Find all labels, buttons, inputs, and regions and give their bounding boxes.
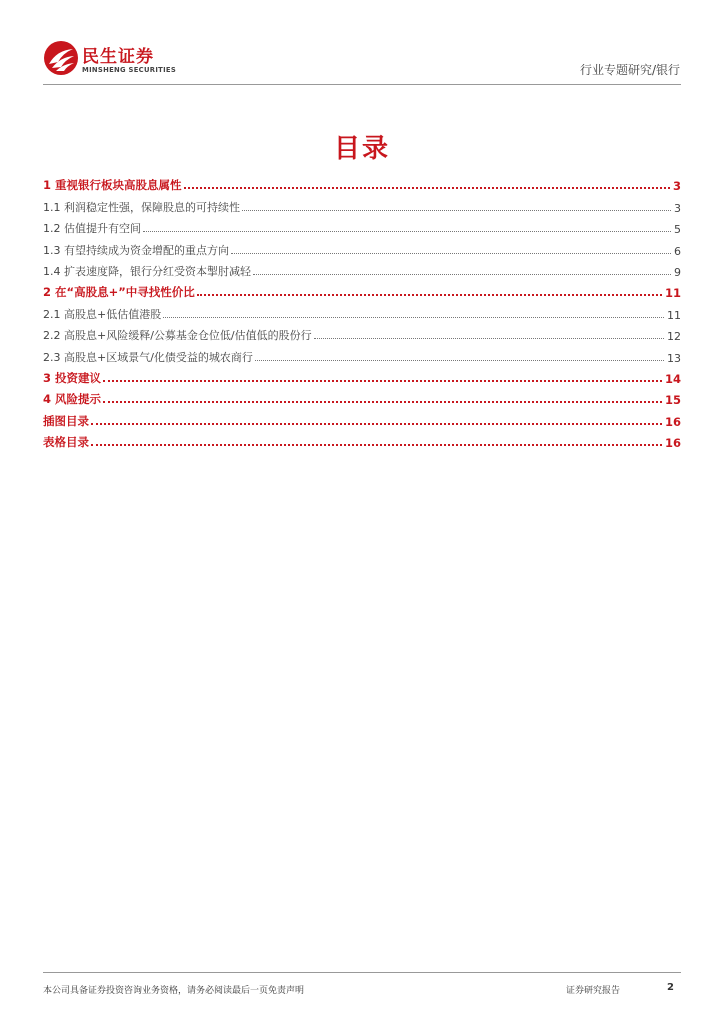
footer-disclaimer: 本公司具备证券投资咨询业务资格，请务必阅读最后一页免责声明 <box>43 986 305 996</box>
toc-entry-page: 15 <box>664 393 681 408</box>
toc-entry-page: 6 <box>674 244 681 258</box>
toc-entry[interactable] <box>43 279 681 300</box>
toc-entry[interactable] <box>43 322 681 343</box>
toc-entry-label: 2.3 高股息+区域景气/化债受益的城农商行 <box>43 350 253 364</box>
toc-entry-page: 11 <box>664 286 681 301</box>
toc-leader-dots <box>91 423 662 425</box>
toc-entry-page: 13 <box>667 351 681 365</box>
toc-entry-page: 5 <box>674 223 681 237</box>
toc-leader-dots <box>197 294 662 296</box>
toc-entry-label: 1 重视银行板块高股息属性 <box>43 178 182 193</box>
toc-entry-page: 12 <box>667 330 681 344</box>
table-of-contents <box>43 172 681 450</box>
toc-leader-dots <box>242 210 671 211</box>
toc-leader-dots <box>184 187 670 189</box>
toc-leader-dots <box>255 360 664 361</box>
minsheng-logo-icon <box>43 40 79 76</box>
toc-title: 目录 <box>333 134 390 164</box>
brand-name-en: MINSHENG SECURITIES <box>82 66 177 74</box>
toc-entry-label: 4 风险提示 <box>43 392 102 407</box>
toc-leader-dots <box>91 444 662 446</box>
toc-entry-page: 16 <box>664 436 681 451</box>
toc-entry[interactable] <box>43 215 681 236</box>
toc-entry[interactable] <box>43 365 681 386</box>
toc-entry-page: 11 <box>667 308 681 322</box>
toc-leader-dots <box>103 380 662 382</box>
toc-entry-label: 2.2 高股息+风险缓释/公募基金仓位低/估值低的股份行 <box>43 329 312 343</box>
toc-entry-page: 16 <box>664 414 681 429</box>
toc-entry[interactable] <box>43 300 681 321</box>
toc-entry[interactable] <box>43 236 681 257</box>
toc-entry-label: 3 投资建议 <box>43 370 102 385</box>
header-divider <box>43 84 681 85</box>
toc-entry-label: 1.3 有望持续成为资金增配的重点方向 <box>43 243 229 257</box>
toc-entry-page: 9 <box>674 265 681 279</box>
toc-entry[interactable] <box>43 407 681 428</box>
page-number: 2 <box>667 982 674 993</box>
minsheng-logo <box>43 40 183 80</box>
page-header <box>0 0 724 86</box>
toc-entry-label: 1.2 估值提升有空间 <box>43 222 141 236</box>
toc-entry[interactable] <box>43 172 681 193</box>
brand-name-cn: 民生证券 <box>82 47 154 67</box>
toc-leader-dots <box>253 274 671 275</box>
toc-entry[interactable] <box>43 386 681 407</box>
footer-doc-type: 证券研究报告 <box>566 986 621 996</box>
toc-leader-dots <box>163 317 664 318</box>
toc-entry-page: 3 <box>672 179 681 194</box>
toc-leader-dots <box>143 231 671 232</box>
toc-leader-dots <box>314 338 664 339</box>
toc-entry-label: 插图目录 <box>43 413 89 428</box>
toc-entry[interactable] <box>43 193 681 214</box>
toc-entry-label: 表格目录 <box>43 435 89 450</box>
footer-divider <box>43 972 681 973</box>
toc-entry-label: 2.1 高股息+低估值港股 <box>43 307 162 321</box>
toc-entry-label: 2 在“高股息+”中寻找性价比 <box>43 285 195 300</box>
toc-entry-page: 14 <box>664 371 681 386</box>
toc-entry-label: 1.1 利润稳定性强，保障股息的可持续性 <box>43 200 240 214</box>
toc-entry[interactable] <box>43 258 681 279</box>
toc-entry-label: 1.4 扩表速度降，银行分红受资本掣肘减轻 <box>43 264 251 278</box>
toc-entry-page: 3 <box>674 201 681 215</box>
toc-leader-dots <box>231 253 671 254</box>
toc-leader-dots <box>103 401 662 403</box>
toc-entry[interactable] <box>43 343 681 364</box>
report-type: 行业专题研究/银行 <box>579 63 680 77</box>
toc-entry[interactable] <box>43 429 681 450</box>
